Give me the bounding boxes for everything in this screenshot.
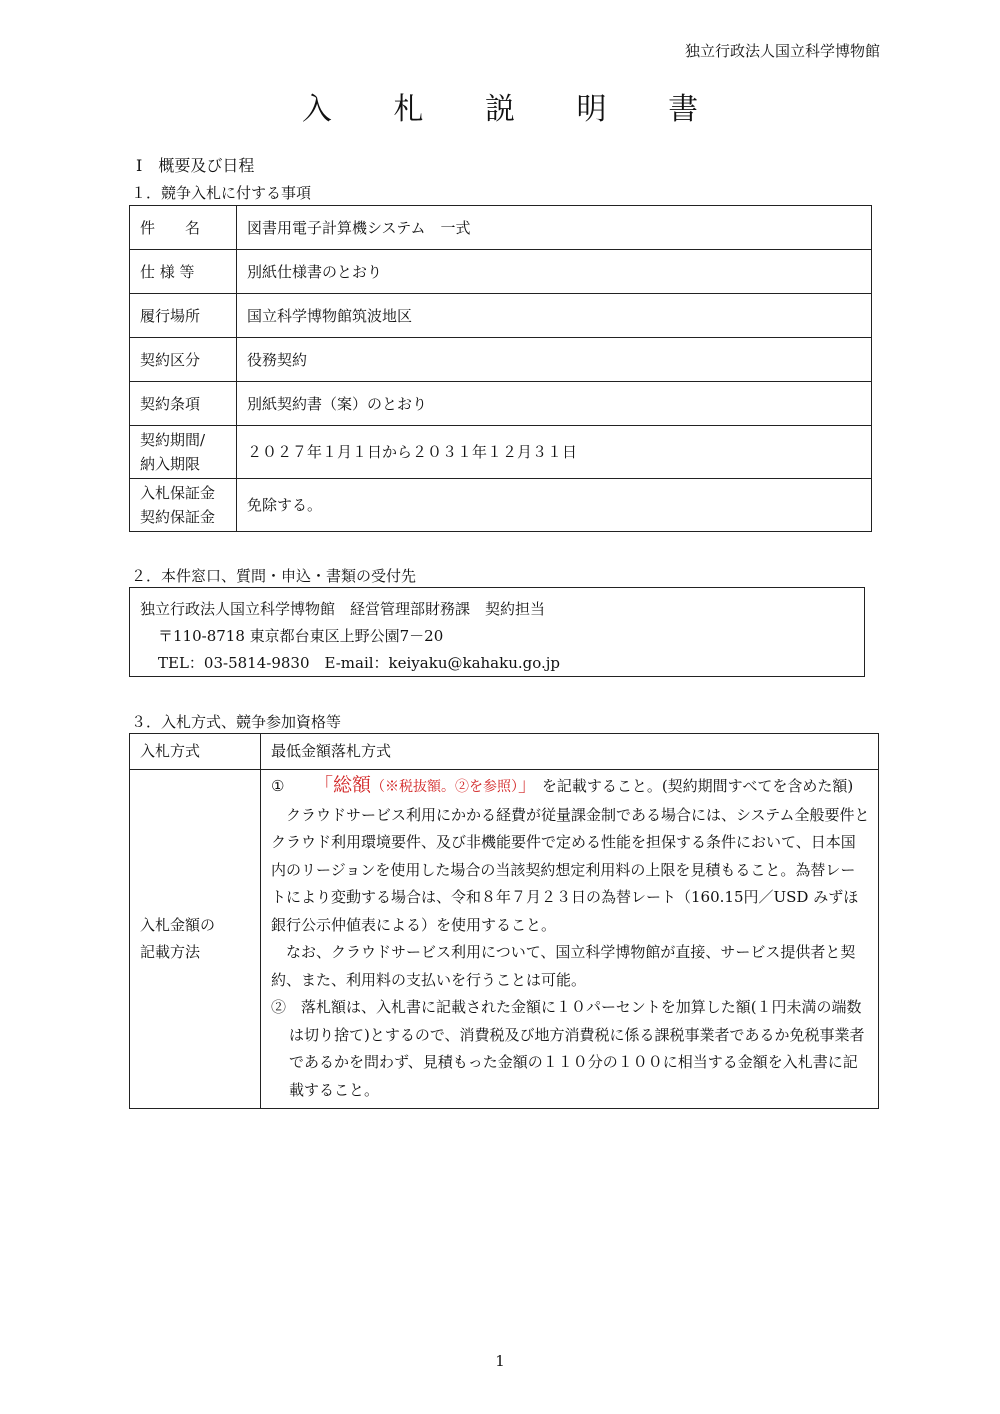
item1-rest: を記載すること。(契約期間すべてを含めた額)	[541, 777, 854, 795]
row-key: 契約条項	[130, 382, 237, 426]
row-key: 仕 様 等	[130, 250, 237, 294]
page-number: 1	[495, 1352, 505, 1370]
table-row	[130, 426, 872, 479]
deposit-key-line2: 契約保証金	[140, 508, 216, 526]
row-value: 図書用電子計算機システム 一式	[237, 206, 872, 250]
amount-method-text	[261, 770, 879, 1109]
row-key	[130, 426, 237, 479]
amount-key	[130, 770, 261, 1109]
contact-box	[129, 587, 865, 677]
row-value: 別紙仕様書のとおり	[237, 250, 872, 294]
table-row	[130, 734, 879, 770]
row-value: 役務契約	[237, 338, 872, 382]
paragraph-cloud-contract: なお、クラウドサービス利用について、国立科学博物館が直接、サービス提供者と契約、また、利用料の支払いを行うことは可能。	[271, 943, 856, 989]
row-key: 履行場所	[130, 294, 237, 338]
contact-phone-email: TEL：03-5814-9830 E-mail：keiyaku@kahaku.go.jp	[158, 654, 561, 672]
row-key: 件 名	[130, 206, 237, 250]
contact-line1: 独立行政法人国立科学博物館 経営管理部財務課 契約担当	[140, 600, 546, 618]
period-key-line2: 納入期限	[140, 455, 201, 473]
table-row	[130, 206, 872, 250]
row-value: 国立科学博物館筑波地区	[237, 294, 872, 338]
amount-key-line2: 記載方法	[140, 943, 201, 961]
item1-tax-note: （※税抜額。②を参照）	[371, 779, 519, 795]
item2: ② 落札額は、入札書に記載された金額に１０パーセントを加算した額(１円未満の端数は切り捨て)とするので、消費税及び地方消費税に係る課税事業者であるか免税事業者であるかを問わず、見積もった金額の１１０分の１００に相当する金額を入札書に記載すること。	[271, 998, 865, 1099]
contact-address: 〒110-8718 東京都台東区上野公園7－20	[158, 627, 444, 645]
deposit-value: 免除する。	[237, 479, 872, 532]
item1	[271, 772, 870, 802]
item1-number: ①	[271, 777, 285, 795]
table-row	[130, 338, 872, 382]
item1-close-bracket: 」	[518, 774, 538, 796]
table-row	[130, 250, 872, 294]
section1-heading: １．競争入札に付する事項	[131, 184, 312, 202]
document-title: 入 札 説 明 書	[301, 92, 725, 127]
table-row	[130, 382, 872, 426]
method-value: 最低金額落札方式	[261, 734, 879, 770]
row-key: 契約区分	[130, 338, 237, 382]
period-value: ２０２７年１月１日から２０３１年１２月３１日	[237, 426, 872, 479]
section3-heading: ３．入札方式、競争参加資格等	[131, 713, 342, 731]
table-row	[130, 294, 872, 338]
item1-total-label: 「総額	[314, 774, 372, 796]
header-org: 独立行政法人国立科学博物館	[684, 42, 880, 60]
deposit-key-line1: 入札保証金	[140, 484, 216, 502]
section-main-heading: Ⅰ 概要及び日程	[136, 156, 255, 175]
period-key-line1: 契約期間/	[140, 431, 206, 449]
amount-key-line1: 入札金額の	[140, 915, 216, 934]
row-key	[130, 479, 237, 532]
paragraph-cloud: クラウドサービス利用にかかる経費が従量課金制である場合には、システム全般要件とクラウド利用環境要件、及び非機能要件で定める性能を担保する条件において、日本国内のリージョンを使用した場合の当該契約想定利用料の上限を見積もること。為替レートにより変動する場合は、令和８年７月２３日の為替レート（160.15円／USD みずほ銀行公示仲値表による）を使用すること。	[271, 805, 870, 934]
section1-table	[129, 205, 872, 532]
table-row	[130, 479, 872, 532]
table-row	[130, 770, 879, 1109]
section3-table	[129, 733, 879, 1109]
method-key: 入札方式	[130, 734, 261, 770]
row-value: 別紙契約書（案）のとおり	[237, 382, 872, 426]
section2-heading: ２．本件窓口、質問・申込・書類の受付先	[131, 567, 417, 585]
